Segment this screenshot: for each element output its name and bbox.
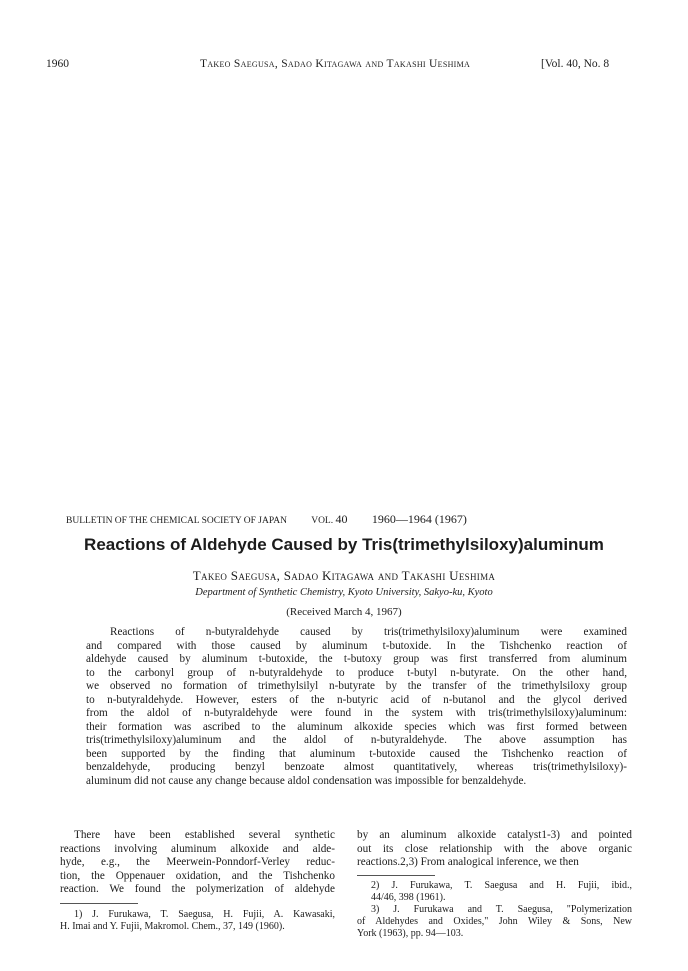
body-line: out its close relationship with the above organic xyxy=(357,842,632,855)
abstract-line: from the aldol of n-butyraldehyde were found in the system with tris(trimethylsiloxy)aluminum: xyxy=(86,707,627,719)
footnote-line: 3) J. Furukawa and T. Saegusa, "Polymerization xyxy=(371,903,632,915)
abstract-line: to the carbonyl group of n-butyraldehyde to produce t-butyl n-butyrate. On the other hand, xyxy=(86,666,627,679)
footnotes-right xyxy=(357,880,632,940)
footnotes-left xyxy=(60,909,335,933)
article-authors: Takeo Saegusa, Sadao Kitagawa and Takashi Ueshima xyxy=(192,568,496,583)
footnote-line: H. Imai and Y. Fujii, Makromol. Chem., 37, 149 (1960). xyxy=(60,920,285,932)
footnote-rule xyxy=(357,875,435,876)
running-head-authors: Takeo Saegusa, Sadao Kitagawa and Takashi Ueshima xyxy=(200,58,471,70)
abstract-line: been supported by the finding that aluminum t-butoxide caused the Tishchenko reaction of xyxy=(86,747,627,760)
abstract-line: aluminum did not cause any change because aldol condensation was impossible for benzaldehyde. xyxy=(86,774,527,787)
abstract-line: benzaldehyde, producing benzyl benzoate almost quantitatively, whereas tris(trimethylsiloxy)- xyxy=(86,761,627,773)
abstract-line: and compared with those caused by aluminum t-butoxide. In the Tishchenko reaction of xyxy=(86,639,627,652)
abstract-line: Reactions of n-butyraldehyde caused by tris(trimethylsiloxy)aluminum were examined xyxy=(110,626,627,638)
footnote-line: York (1963), pp. 94—103. xyxy=(357,927,464,939)
affiliation: Department of Synthetic Chemistry, Kyoto University, Sakyo-ku, Kyoto xyxy=(195,587,493,598)
body-line: hyde, e.g., the Meerwein-Ponndorf-Verley reduc- xyxy=(60,856,335,868)
abstract-line: to n-butyraldehyde. However, esters of the n-butyric acid of n-butanol and the glycol derived xyxy=(86,693,627,706)
page-range: 1960—1964 (1967) xyxy=(371,512,467,526)
volume-label: VOL. 40 xyxy=(311,512,348,526)
footnote-line: of Aldehydes and Oxides," John Wiley & Sons, New xyxy=(357,915,632,927)
article-title: Reactions of Aldehyde Caused by Tris(trimethylsiloxy)aluminum xyxy=(84,535,604,554)
journal-name: BULLETIN OF THE CHEMICAL SOCIETY OF JAPAN xyxy=(66,516,287,526)
body-column-left xyxy=(60,829,335,933)
footnote-line: 44/46, 398 (1961). xyxy=(371,891,446,903)
body-line: reactions involving aluminum alkoxide and alde- xyxy=(60,842,335,855)
abstract-line: their formation was ascribed to the aluminum alkoxide species which was first formed between xyxy=(86,720,627,733)
abstract-line: tris(trimethylsiloxy)aluminum and the aldol of n-butyraldehyde. The above assumption has xyxy=(86,734,627,746)
body-line: tion, the Oppenauer oxidation, and the Tishchenko xyxy=(60,869,335,882)
body-column-right xyxy=(357,829,632,940)
running-head-volume: [Vol. 40, No. 8 xyxy=(541,58,610,70)
footnote-line: 1) J. Furukawa, T. Saegusa, H. Fujii, A. Kawasaki, xyxy=(74,908,335,920)
abstract-line: aldehyde caused by aluminum t-butoxide, the t-butoxy group was first transferred from aluminum xyxy=(86,653,627,665)
body-line: There have been established several synthetic xyxy=(74,829,335,841)
received-date: (Received March 4, 1967) xyxy=(286,606,402,618)
footnote-line: 2) J. Furukawa, T. Saegusa and H. Fujii, ibid., xyxy=(371,879,632,891)
journal-line xyxy=(66,512,489,527)
body-line: reactions.2,3) From analogical inference, we then xyxy=(357,856,579,868)
body-line: by an aluminum alkoxide catalyst1-3) and pointed xyxy=(357,829,632,841)
body-line: reaction. We found the polymerization of aldehyde xyxy=(60,883,335,895)
abstract xyxy=(86,626,627,788)
footnote-rule xyxy=(60,903,138,904)
abstract-line: we observed no formation of trimethylsilyl n-butyrate by the transfer of the trimethylsiloxy group xyxy=(86,680,627,692)
page-number: 1960 xyxy=(46,58,69,70)
